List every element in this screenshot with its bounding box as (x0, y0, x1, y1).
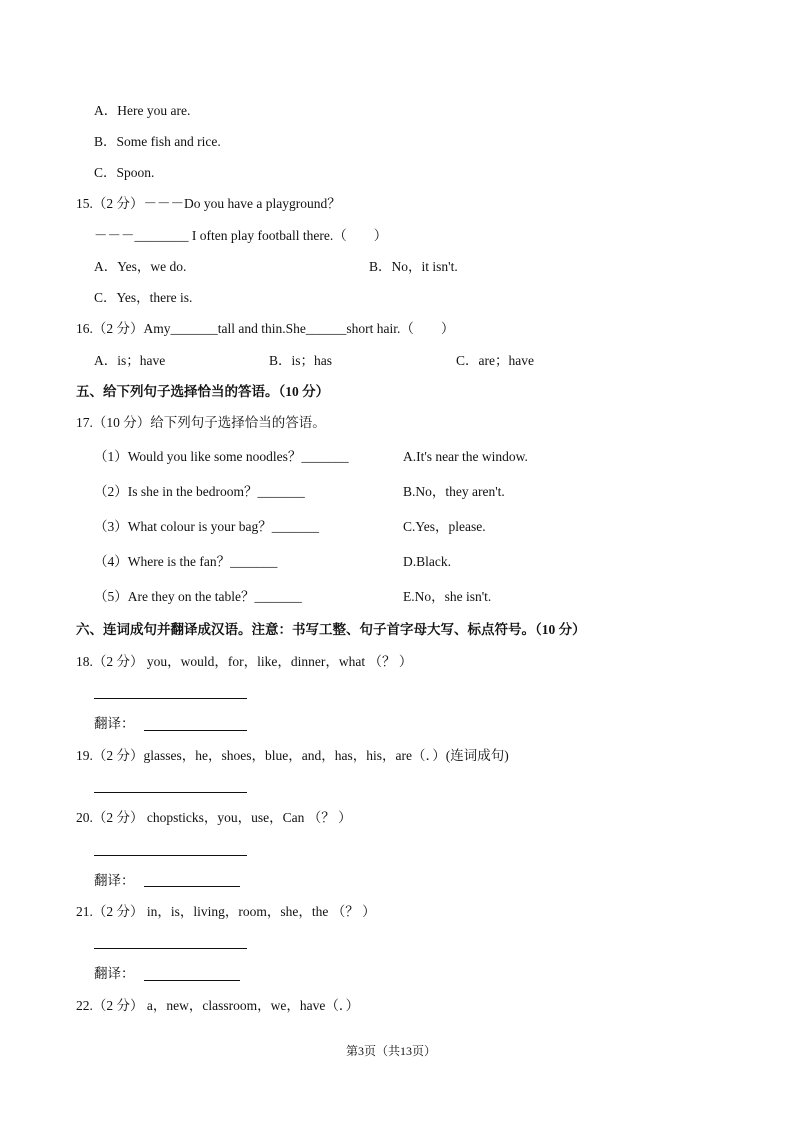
page-number: 第3页（共13页） (346, 1044, 437, 1058)
q18-stem: 18.（2 分） you，would，for，like，dinner，what （？ ） (76, 654, 413, 669)
q22-stem: 22.（2 分） a，new，classroom，we，have（．） (76, 998, 360, 1013)
q17-stem: 17.（10 分）给下列句子选择恰当的答语。 (76, 415, 326, 430)
q15-option-c: C．Yes，there is. (94, 290, 193, 305)
q21-stem: 21.（2 分） in，is，living，room，she，the （？ ） (76, 904, 376, 919)
q17-item-1-answer: A.It's near the window. (403, 449, 528, 464)
q15-option-a: A．Yes，we do. (94, 259, 187, 274)
q21-answer-line[interactable] (94, 948, 247, 949)
q17-item-4-question: （4）Where is the fan？_______ (94, 554, 278, 569)
q16-stem: 16.（2 分）Amy_______tall and thin.She______short hair.（ ） (76, 321, 455, 336)
q20-answer-line[interactable] (94, 855, 247, 856)
q20-translate-label: 翻译： (94, 873, 135, 888)
q21-translate-label: 翻译： (94, 966, 135, 981)
q17-item-2-question: （2）Is she in the bedroom？_______ (94, 484, 305, 499)
section6-title: 六、连词成句并翻译成汉语。注意：书写工整、句子首字母大写、标点符号。（10 分） (76, 622, 586, 637)
q18-answer-line[interactable] (94, 698, 247, 699)
q17-item-3-question: （3）What colour is your bag？_______ (94, 519, 319, 534)
q15-reply: －－－________ I often play football there.（ ） (94, 228, 388, 243)
q15-stem: 15.（2 分）－－－Do you have a playground？ (76, 196, 341, 211)
q18-translate-line[interactable] (144, 730, 247, 731)
q18-translate-label: 翻译： (94, 716, 135, 731)
q16-option-c: C．are；have (456, 353, 534, 368)
q15-option-b: B．No，it isn't. (369, 259, 458, 274)
q14-option-c: C．Spoon. (94, 165, 155, 180)
q14-option-a: A．Here you are. (94, 103, 191, 118)
q21-translate-line[interactable] (144, 980, 240, 981)
q16-option-b: B．is；has (269, 353, 333, 368)
q19-answer-line[interactable] (94, 792, 247, 793)
q17-item-4-answer: D.Black. (403, 554, 451, 569)
q17-item-3-answer: C.Yes，please. (403, 519, 486, 534)
q14-option-b: B．Some fish and rice. (94, 134, 221, 149)
q19-stem: 19.（2 分）glasses，he，shoes，blue，and，has，his，are（．）(连词成句) (76, 748, 509, 763)
q17-item-5-answer: E.No，she isn't. (403, 589, 492, 604)
q20-stem: 20.（2 分） chopsticks，you，use，Can （？ ） (76, 810, 352, 825)
q16-option-a: A．is；have (94, 353, 166, 368)
section5-title: 五、给下列句子选择恰当的答语。（10 分） (76, 384, 330, 399)
q17-item-2-answer: B.No，they aren't. (403, 484, 505, 499)
q20-translate-line[interactable] (144, 886, 240, 887)
q17-item-5-question: （5）Are they on the table？_______ (94, 589, 302, 604)
q17-item-1-question: （1）Would you like some noodles？_______ (94, 449, 349, 464)
